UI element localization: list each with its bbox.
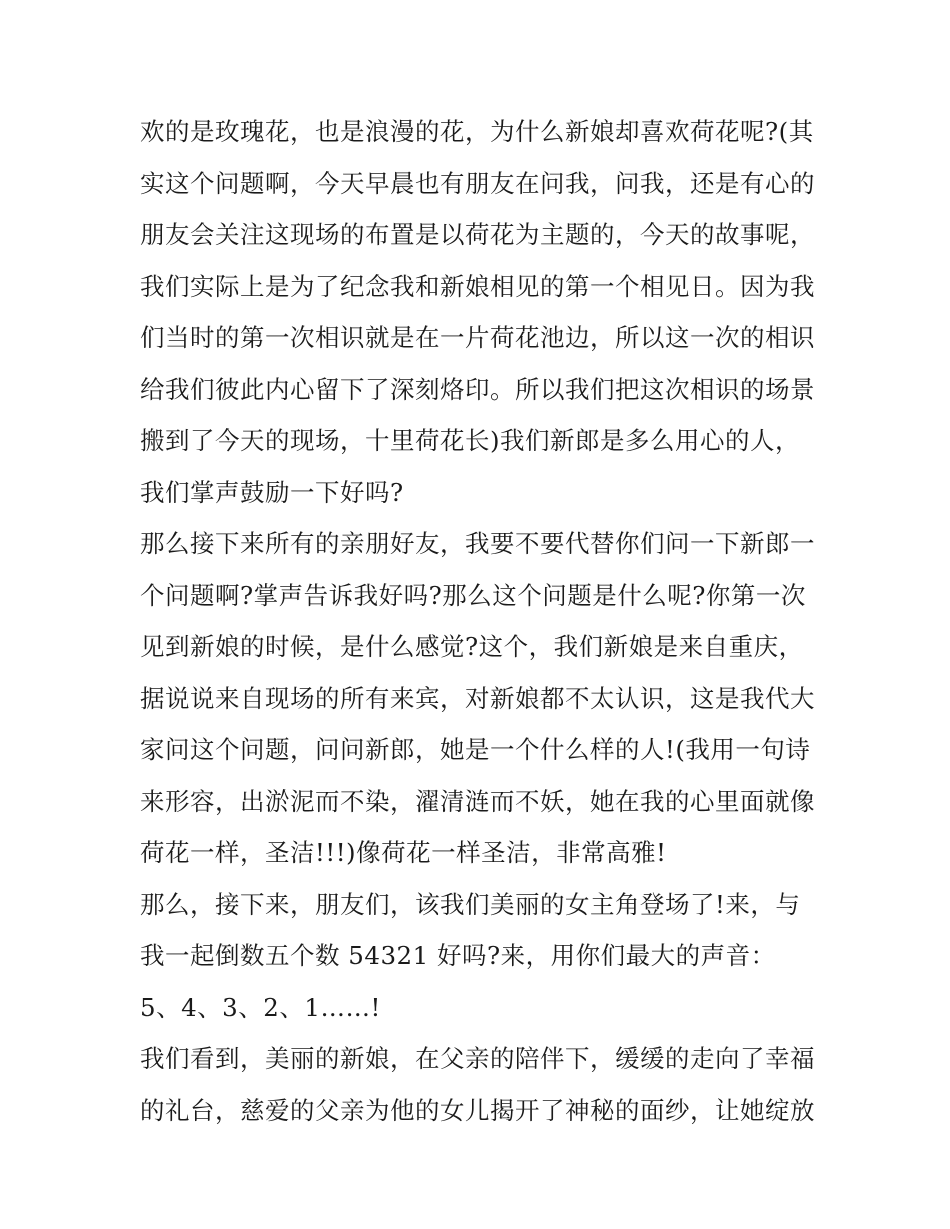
text-line: 给我们彼此内心留下了深刻烙印。所以我们把这次相识的场景	[140, 374, 815, 404]
text-line: 个问题啊?掌声告诉我好吗?那么这个问题是什么呢?你第一次	[140, 580, 806, 610]
text-line: 们当时的第一次相识就是在一片荷花池边，所以这一次的相识	[140, 323, 815, 352]
text-line: 朋友会关注这现场的布置是以荷花为主题的，今天的故事呢，	[140, 220, 815, 249]
text-line: 那么，接下来，朋友们，该我们美丽的女主角登场了!来，与	[140, 889, 801, 919]
text-line: 见到新娘的时候，是什么感觉?这个，我们新娘是来自重庆，	[140, 632, 804, 661]
text-line: 那么接下来所有的亲朋好友，我要不要代替你们问一下新郎一	[140, 529, 815, 558]
text-line: 搬到了今天的现场，十里荷花长)我们新郎是多么用心的人，	[140, 426, 801, 455]
text-line: 的礼台，慈爱的父亲为他的女儿揭开了神秘的面纱，让她绽放	[140, 1095, 815, 1125]
document-body	[140, 106, 820, 1136]
text-line: 我们实际上是为了纪念我和新娘相见的第一个相见日。因为我	[140, 271, 815, 301]
text-line: 我们掌声鼓励一下好吗?	[140, 477, 404, 507]
text-line: 家问这个问题，问问新郎，她是一个什么样的人!(我用一句诗	[140, 735, 811, 764]
text-line: 荷花一样，圣洁!!!)像荷花一样圣洁，非常高雅!	[140, 838, 667, 867]
text-line: 来形容，出淤泥而不染，濯清涟而不妖，她在我的心里面就像	[140, 786, 815, 816]
text-line: 实这个问题啊，今天早晨也有朋友在问我，问我，还是有心的	[140, 168, 815, 198]
text-line: 我们看到，美丽的新娘，在父亲的陪伴下，缓缓的走向了幸福	[140, 1044, 815, 1073]
text-line: 据说说来自现场的所有来宾，对新娘都不太认识，这是我代大	[140, 683, 815, 713]
text-line: 我一起倒数五个数 54321 好吗?来，用你们最大的声音：	[140, 941, 776, 970]
text-line: 欢的是玫瑰花，也是浪漫的花，为什么新娘却喜欢荷花呢?(其	[140, 117, 814, 146]
text-line: 5、4、3、2、1……!	[140, 992, 381, 1022]
